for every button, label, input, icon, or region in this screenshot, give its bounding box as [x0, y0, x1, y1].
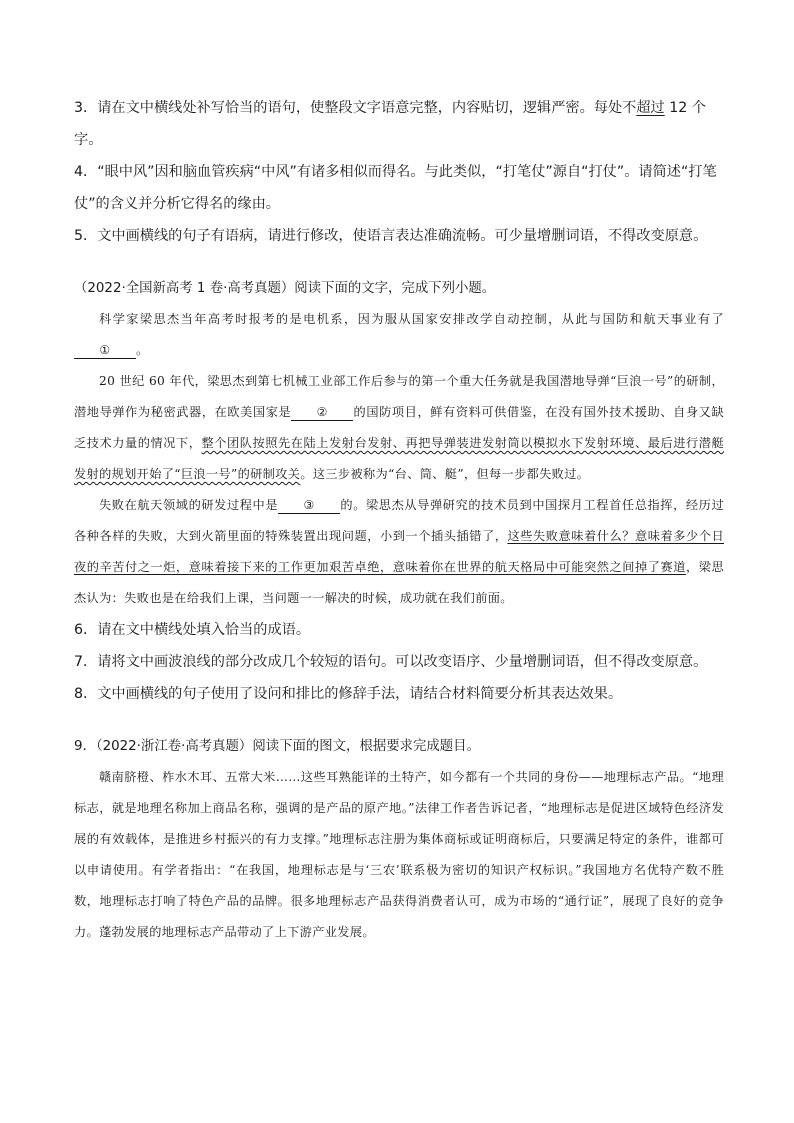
passage-paragraph-3	[74, 490, 724, 614]
source-2022-zhejiang: 9．（2022·浙江卷·高考真题）阅读下面的图文，根据要求完成题目。	[74, 739, 480, 754]
blank-1: ①	[74, 342, 136, 359]
passage-2-text: 20 世纪 60 年代，梁思杰到第七机械工业部工作后参与的第一个重大任务就是我国潜地导弹“巨浪一号”的研制，潜地导弹作为秘密武器，在欧美国家是	[74, 374, 724, 419]
passage-geographic-indication: 赣南脐橙、柞水木耳、五常大米……这些耳熟能详的土特产，如今都有一个共同的身份——地理标志产品。“地理标志，就是地理名称加上商品名称，强调的是产品的原产地。”法律工作者告诉记者，“地理标志是促进区域特色经济发展的有效载体，是推进乡村振兴的有力支撑。”地理标志注册为集体商标或证明商标后，只要满足特定的条件，谁都可以申请使用。有学者指出：“在我国，地理标志是与‘三农’联系极为密切的知识产权标识。”我国地方名优特产数不胜数，地理标志打响了特色产品的品牌。很多地理标志产品获得消费者认可，成为市场的“通行证”，展现了良好的竞争力。蓬勃发展的地理标志产品带动了上下游产业发展。	[74, 770, 724, 939]
question-8: 8．文中画横线的句子使用了设问和排比的修辞手法，请结合材料简要分析其表达效果。	[74, 686, 623, 702]
question-5: 5．文中画横线的句子有语病，请进行修改，使语言表达准确流畅。可少量增删词语，不得改变原意。	[74, 228, 708, 244]
question-3	[74, 92, 724, 156]
question-3-text: 3．请在文中横线处补写恰当的语句，使整段文字语意完整，内容贴切，逻辑严密。每处不	[74, 100, 637, 116]
question-3-emphasis: 超过	[636, 100, 665, 116]
blank-2: ②	[291, 404, 353, 421]
passage-1-text: 科学家梁思杰当年高考时报考的是电机系，因为服从国家安排改学自动控制，从此与国防和航天事业有了	[99, 312, 724, 326]
spacer	[74, 710, 724, 732]
question-4: 4．“眼中风”因和脑血管疾病“中风”有诸多相似而得名。与此类似，“打笔仗”源自“打仗”。请简述“打笔仗”的含义并分析它得名的缘由。	[74, 164, 717, 212]
question-7: 7．请将文中画波浪线的部分改成几个较短的语句。可以改变语序、少量增删词语，但不得改变原意。	[74, 654, 708, 670]
passage-paragraph-1	[74, 304, 724, 366]
passage-2-tail: 。这三步被称为“台、筒、艇”，但每一步都失败过。	[300, 467, 590, 481]
passage-3-middle: 的。梁思杰从导弹研究的技术员到中国探月工程首任总指挥，经历过各种各样的失败，大到火箭里面的特殊装置出现问题，小到一个插头插错了，	[74, 498, 724, 543]
passage-1-tail: 。	[136, 343, 149, 357]
blank-3: ③	[278, 497, 340, 514]
question-6: 6．请在文中横线处填入恰当的成语。	[74, 622, 311, 638]
passage-2-middle: 的国防项目，鲜有资料可供借鉴，在没有国外技术援助、自身又缺乏技术力量的情况下，	[74, 405, 725, 450]
passage-paragraph-2	[74, 366, 724, 490]
passage-3-tail: ，梁思杰认为：失败也是在给我们上课，当问题一一解决的时候，成功就在我们前面。	[74, 560, 724, 605]
source-2022-national-1: （2022·全国新高考 1 卷·高考真题）阅读下面的文字，完成下列小题。	[74, 281, 496, 296]
passage-3-text: 失败在航天领域的研发过程中是	[99, 498, 279, 512]
question-3-tail: 12 个字。	[74, 100, 706, 148]
spacer	[74, 252, 724, 274]
wavy-underlined-sentence: 整个团队按照先在陆上发射台发射、再把导弹装进发射筒以模拟水下发射环境、最后进行潜艇发射的规划开始了“巨浪一号”的研制攻关	[74, 436, 724, 481]
document-page	[74, 92, 724, 948]
underlined-sentence: 这些失败意味着什么？意味着多少个日夜的辛苦付之一炬，意味着接下来的工作更加艰苦卓绝，意味着你在世界的航天格局中可能突然之间掉了赛道	[74, 529, 724, 574]
